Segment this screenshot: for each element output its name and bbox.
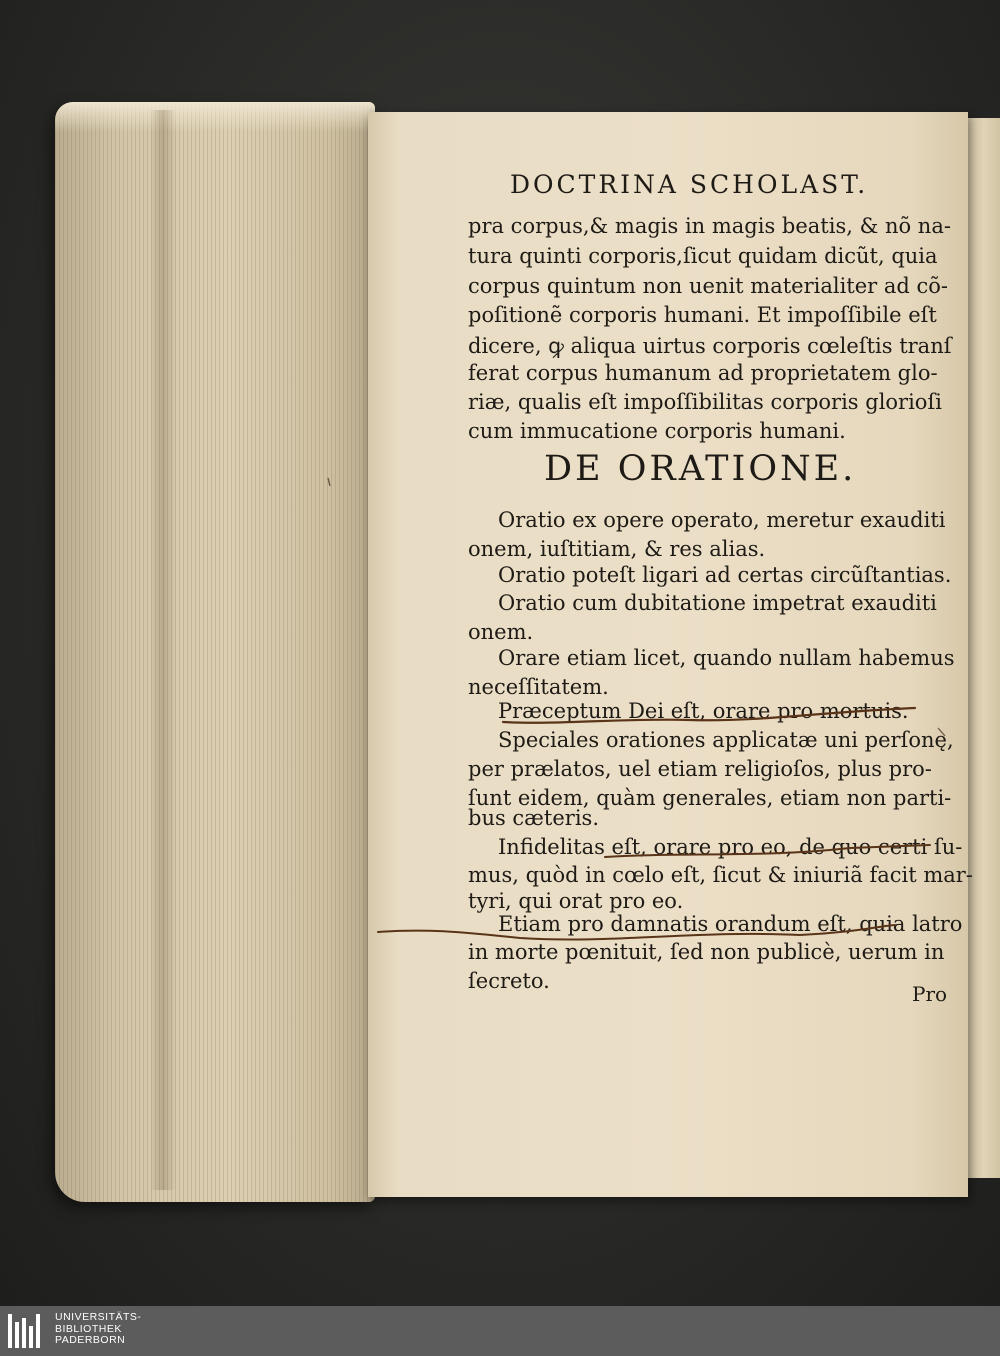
library-name-line: PADERBORN (55, 1334, 126, 1346)
text-line: Oratio cum dubitatione impetrat exauditi (498, 591, 937, 615)
text-line: tura quinti corporis,ſicut quidam dicũt, quia (468, 244, 938, 268)
text-line: dicere, ꝙ aliqua uirtus corporis cœleſtis tranſ (468, 334, 952, 358)
text-line: cum immucatione corporis humani. (468, 419, 846, 443)
library-name-line: BIBLIOTHEK (55, 1322, 122, 1335)
text-line: tyri, qui orat pro eo. (468, 889, 684, 913)
page-edge-shadow (150, 110, 176, 1190)
library-footer (0, 1306, 1000, 1356)
text-line: onem, iuſtitiam, & res alias. (468, 537, 766, 561)
text-line: corpus quintum non uenit materialiter ad cõ- (468, 274, 949, 298)
text-line: mus, quòd in cœlo eſt, ſicut & iniuriã facit mar- (468, 863, 973, 887)
text-line: Oratio ex opere operato, meretur exauditi (498, 508, 946, 532)
section-heading: DE ORATIONE. (544, 449, 857, 489)
text-line: Præceptum Dei eſt, orare pro mortuis. (498, 699, 909, 723)
text-line: Oratio poteſt ligari ad certas circũſtantias. (498, 563, 952, 587)
text-line: ſecreto. (468, 969, 550, 993)
text-line: bus cæteris. (468, 806, 599, 830)
text-line: Infidelitas eſt, orare pro eo, de quo certi ſu- (498, 835, 963, 859)
text-line: neceſſitatem. (468, 675, 609, 699)
text-line: Etiam pro damnatis orandum eſt, quia latro (498, 912, 963, 936)
text-line: riæ, qualis eſt impoſſibilitas corporis glorioſi (468, 390, 942, 414)
text-line: per prælatos, uel etiam religioſos, plus pro- (468, 757, 932, 781)
catchword: Pro (912, 982, 948, 1006)
library-name-line: UNIVERSITÄTS- (55, 1311, 142, 1323)
library-logo-icon (8, 1314, 48, 1348)
page-edges (55, 102, 375, 1202)
text-line: ſunt eidem, quàm generales, etiam non parti- (468, 786, 952, 810)
library-name (55, 1312, 141, 1347)
running-head: DOCTRINA SCHOLAST. (510, 170, 869, 199)
text-line: onem. (468, 620, 534, 644)
text-line: pra corpus,& magis in magis beatis, & nõ na- (468, 214, 951, 238)
text-line: ferat corpus humanum ad proprietatem glo- (468, 361, 938, 385)
text-line: Orare etiam licet, quando nullam habemus (498, 646, 955, 670)
text-line: in morte pœnituit, ſed non publicè, uerum in (468, 940, 945, 964)
text-line: poſitionẽ corporis humani. Et impoſſibile eſt (468, 303, 937, 327)
text-line: Speciales orationes applicatæ uni perſonę, (498, 728, 954, 752)
